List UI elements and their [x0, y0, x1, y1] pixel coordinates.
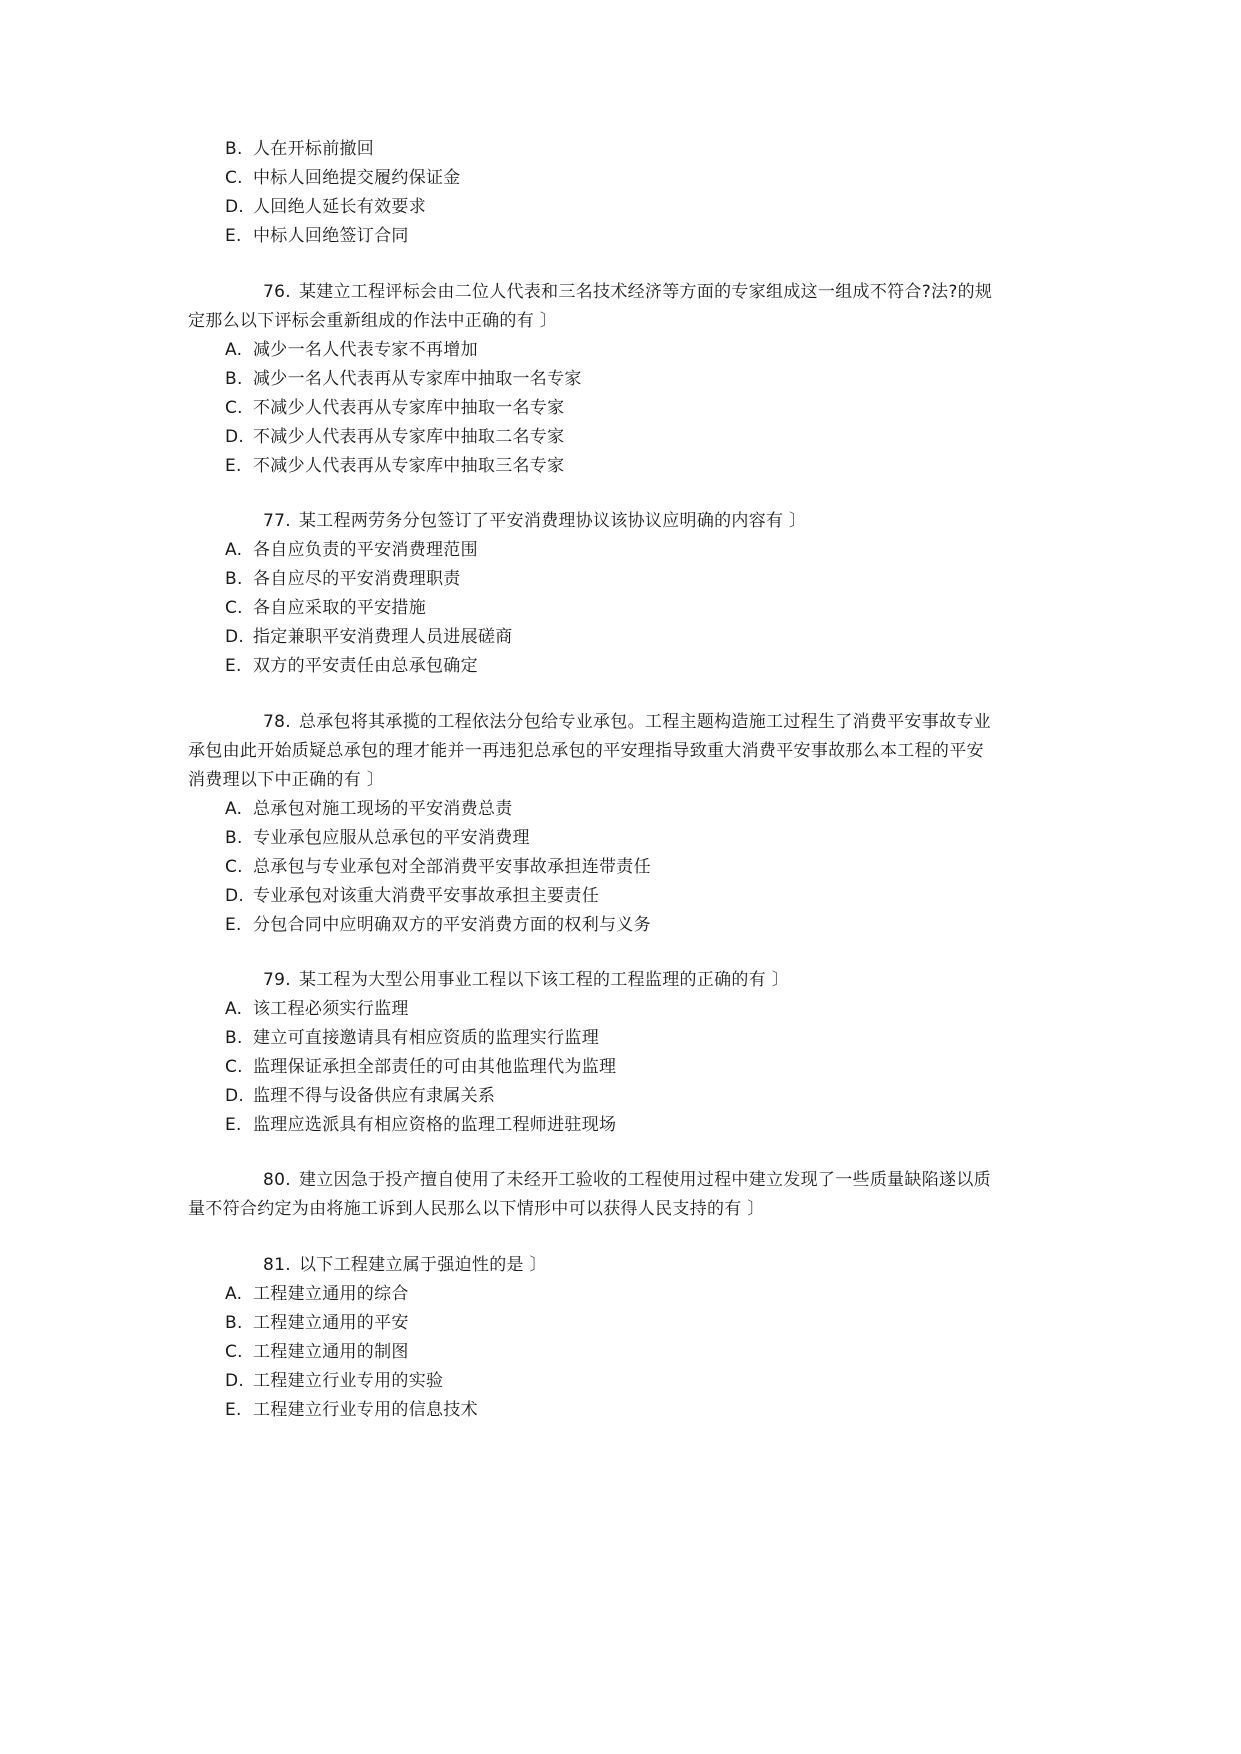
- question-81-line-1: [263, 1254, 547, 1276]
- option-letter: E.: [225, 226, 242, 246]
- option-letter: B.: [225, 369, 243, 389]
- question-text: 以下工程建立属于强迫性的是 〕: [298, 1255, 547, 1275]
- option-78-e: [225, 914, 651, 936]
- option-letter: A.: [225, 799, 243, 819]
- question-78-line-2: 承包由此开始质疑总承包的理才能并一再违犯总承包的平安理指导致重大消费平安事故那么本工程的平安: [188, 741, 984, 761]
- question-number: 77.: [263, 511, 291, 531]
- option-79-d: [225, 1085, 495, 1107]
- question-text: 某建立工程评标会由二位人代表和三名技术经济等方面的专家组成这一组成不符合?法?的规: [298, 282, 993, 302]
- option-text: 中标人回绝提交履约保证金: [253, 168, 461, 188]
- question-number: 78.: [263, 712, 291, 732]
- option-top-d: [225, 196, 426, 218]
- option-77-b: [225, 568, 461, 590]
- option-81-c: [225, 1341, 409, 1363]
- option-letter: D.: [225, 886, 245, 906]
- option-text: 总承包对施工现场的平安消费总责: [253, 799, 513, 819]
- option-78-d: [225, 885, 599, 907]
- question-text: 某工程为大型公用事业工程以下该工程的工程监理的正确的有 〕: [298, 970, 790, 990]
- option-text: 工程建立行业专用的实验: [253, 1371, 444, 1391]
- option-text: 各自应采取的平安措施: [253, 598, 426, 618]
- option-letter: E.: [225, 1400, 242, 1420]
- option-78-c: [225, 856, 651, 878]
- question-76-line-2: 定那么以下评标会重新组成的作法中正确的有 〕: [188, 311, 558, 331]
- option-letter: E.: [225, 915, 242, 935]
- question-text: 某工程两劳务分包签订了平安消费理协议该协议应明确的内容有 〕: [298, 511, 807, 531]
- question-number: 80.: [263, 1170, 291, 1190]
- option-text: 总承包与专业承包对全部消费平安事故承担连带责任: [253, 857, 651, 877]
- option-text: 建立可直接邀请具有相应资质的监理实行监理: [253, 1028, 599, 1048]
- option-text: 减少一名人代表专家不再增加: [253, 340, 478, 360]
- question-80-line-2: 量不符合约定为由将施工诉到人民那么以下情形中可以获得人民支持的有 〕: [188, 1199, 765, 1219]
- option-79-a: [225, 998, 409, 1020]
- option-text: 双方的平安责任由总承包确定: [253, 656, 478, 676]
- question-76-line-1: [263, 281, 992, 303]
- question-79-line-1: [263, 969, 789, 991]
- option-letter: B.: [225, 1028, 243, 1048]
- option-text: 工程建立通用的综合: [253, 1284, 409, 1304]
- option-81-d: [225, 1370, 443, 1392]
- option-76-a: [225, 339, 478, 361]
- option-letter: E.: [225, 656, 242, 676]
- option-top-c: [225, 167, 461, 189]
- question-number: 79.: [263, 970, 291, 990]
- option-text: 中标人回绝签订合同: [253, 226, 409, 246]
- option-text: 分包合同中应明确双方的平安消费方面的权利与义务: [253, 915, 651, 935]
- option-78-a: [225, 798, 513, 820]
- option-text: 监理不得与设备供应有隶属关系: [253, 1086, 496, 1106]
- option-letter: D.: [225, 1371, 245, 1391]
- option-81-b: [225, 1312, 409, 1334]
- option-letter: C.: [225, 857, 243, 877]
- option-letter: C.: [225, 1057, 243, 1077]
- option-text: 各自应尽的平安消费理职责: [253, 569, 461, 589]
- option-78-b: [225, 827, 530, 849]
- option-letter: B.: [225, 139, 243, 159]
- option-text: 不减少人代表再从专家库中抽取一名专家: [253, 398, 565, 418]
- option-letter: A.: [225, 340, 243, 360]
- question-text: 建立因急于投产擅自使用了未经开工验收的工程使用过程中建立发现了一些质量缺陷遂以质: [298, 1170, 991, 1190]
- option-76-e: [225, 455, 564, 477]
- question-number: 76.: [263, 282, 291, 302]
- option-text: 不减少人代表再从专家库中抽取二名专家: [253, 427, 565, 447]
- option-text: 该工程必须实行监理: [253, 999, 409, 1019]
- option-76-b: [225, 368, 582, 390]
- option-79-e: [225, 1114, 616, 1136]
- option-77-d: [225, 626, 513, 648]
- option-76-c: [225, 397, 564, 419]
- option-letter: E.: [225, 1115, 242, 1135]
- option-text: 指定兼职平安消费理人员进展磋商: [253, 627, 513, 647]
- option-text: 人回绝人延长有效要求: [253, 197, 426, 217]
- option-letter: D.: [225, 197, 245, 217]
- option-letter: E.: [225, 456, 242, 476]
- option-text: 专业承包对该重大消费平安事故承担主要责任: [253, 886, 599, 906]
- option-text: 人在开标前撤回: [253, 139, 375, 159]
- option-top-b: [225, 138, 374, 160]
- option-79-c: [225, 1056, 616, 1078]
- option-text: 各自应负责的平安消费理范围: [253, 540, 478, 560]
- option-letter: D.: [225, 627, 245, 647]
- question-text: 总承包将其承揽的工程依法分包给专业承包。工程主题构造施工过程生了消费平安事故专业: [298, 712, 991, 732]
- option-text: 工程建立通用的平安: [253, 1313, 409, 1333]
- option-letter: B.: [225, 569, 243, 589]
- option-81-e: [225, 1399, 478, 1421]
- option-text: 监理应选派具有相应资格的监理工程师进驻现场: [253, 1115, 617, 1135]
- option-text: 监理保证承担全部责任的可由其他监理代为监理: [253, 1057, 617, 1077]
- option-letter: C.: [225, 168, 243, 188]
- question-number: 81.: [263, 1255, 291, 1275]
- question-80-line-1: [263, 1169, 991, 1191]
- option-letter: B.: [225, 1313, 243, 1333]
- option-76-d: [225, 426, 564, 448]
- option-81-a: [225, 1283, 409, 1305]
- option-text: 专业承包应服从总承包的平安消费理: [253, 828, 530, 848]
- option-letter: A.: [225, 1284, 243, 1304]
- option-79-b: [225, 1027, 599, 1049]
- question-78-line-3: 消费理以下中正确的有 〕: [188, 770, 385, 790]
- option-text: 工程建立行业专用的信息技术: [253, 1400, 478, 1420]
- option-letter: D.: [225, 1086, 245, 1106]
- option-text: 减少一名人代表再从专家库中抽取一名专家: [253, 369, 582, 389]
- question-77-line-1: [263, 510, 806, 532]
- option-letter: D.: [225, 427, 245, 447]
- option-letter: A.: [225, 999, 243, 1019]
- option-letter: C.: [225, 598, 243, 618]
- question-78-line-1: [263, 711, 991, 733]
- option-text: 工程建立通用的制图: [253, 1342, 409, 1362]
- option-letter: C.: [225, 1342, 243, 1362]
- option-letter: A.: [225, 540, 243, 560]
- option-text: 不减少人代表再从专家库中抽取三名专家: [253, 456, 565, 476]
- option-77-a: [225, 539, 478, 561]
- option-letter: C.: [225, 398, 243, 418]
- option-77-c: [225, 597, 426, 619]
- option-top-e: [225, 225, 409, 247]
- option-letter: B.: [225, 828, 243, 848]
- option-77-e: [225, 655, 478, 677]
